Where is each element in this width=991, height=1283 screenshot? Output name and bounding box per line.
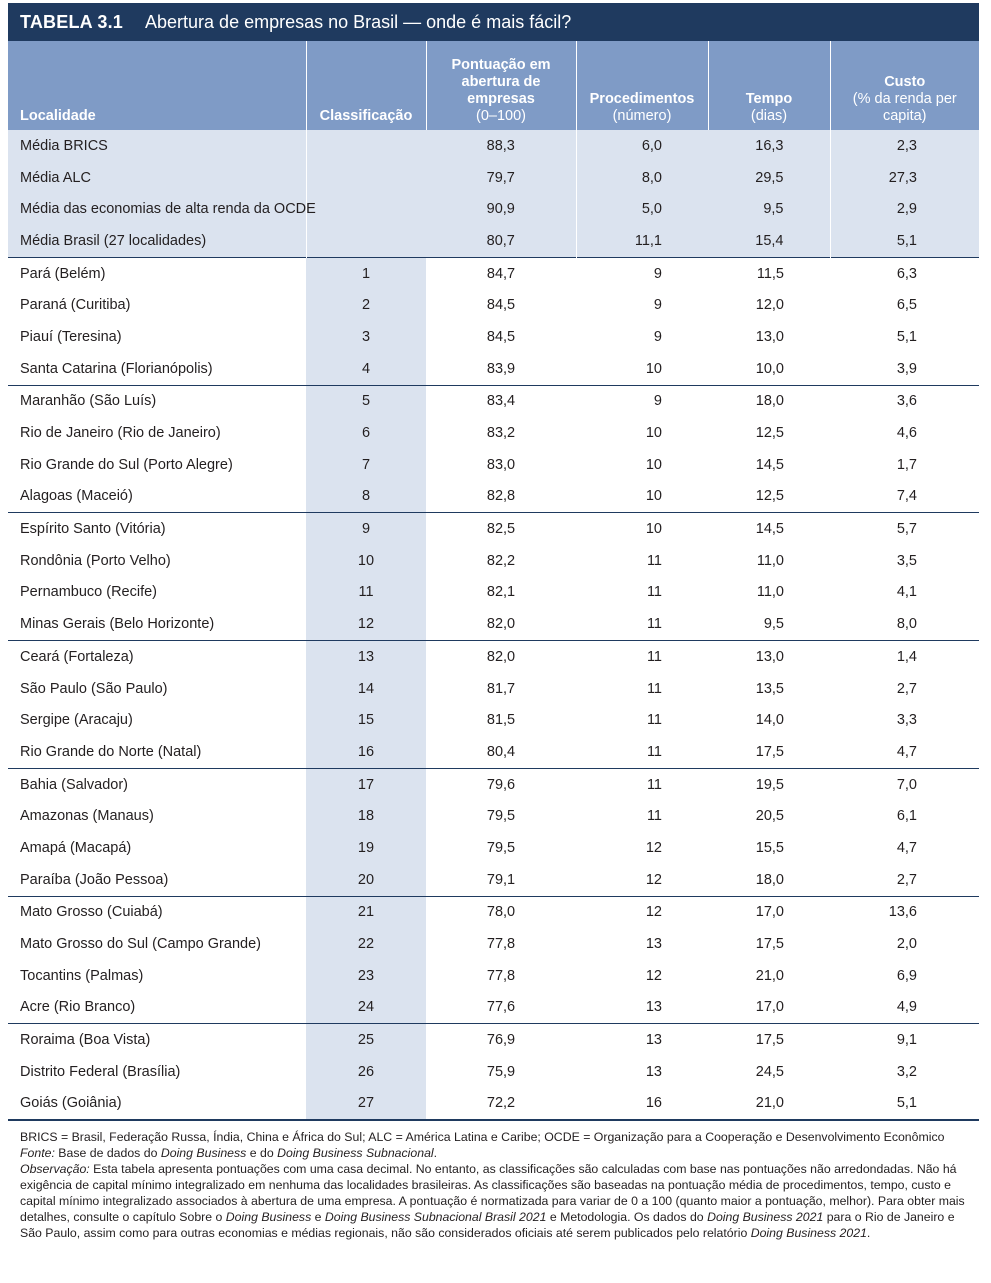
- cell-pontuacao: 77,8: [486, 936, 516, 953]
- cell-tempo: 9,5: [763, 616, 784, 633]
- cell-classificacao: 9: [306, 513, 426, 545]
- header-tempo: [708, 41, 830, 130]
- header-pontuacao-sub: (0–100): [476, 108, 526, 124]
- cell-classificacao: 27: [306, 1088, 426, 1121]
- cell-procedimentos: 9: [576, 257, 708, 289]
- cell-procedimentos: 10: [645, 456, 662, 473]
- table-row: [8, 321, 979, 353]
- cell-procedimentos: 8,0: [576, 162, 708, 194]
- table-row: [8, 1056, 979, 1088]
- cell-localidade: Pernambuco (Recife): [20, 584, 157, 601]
- table-title: Abertura de empresas no Brasil — onde é mais fácil?: [145, 11, 572, 32]
- table-row: [8, 992, 979, 1024]
- cell-tempo: 14,0: [755, 712, 784, 729]
- cell-custo: 2,7: [896, 871, 917, 888]
- cell-classificacao: 16: [306, 736, 426, 768]
- cell-tempo: 16,3: [708, 130, 830, 162]
- cell-pontuacao: 82,1: [486, 584, 516, 601]
- cell-classificacao: [306, 225, 426, 257]
- cell-localidade: Ceará (Fortaleza): [8, 641, 306, 673]
- cell-classificacao: 12: [306, 608, 426, 640]
- table-row: [8, 353, 979, 385]
- table-row: [8, 641, 979, 673]
- cell-localidade: Sergipe (Aracaju): [20, 712, 133, 729]
- table-number: TABELA 3.1: [20, 11, 124, 32]
- cell-procedimentos: 11: [576, 641, 708, 673]
- cell-custo: 3,6: [830, 385, 979, 417]
- cell-tempo: 19,5: [708, 768, 830, 800]
- cell-tempo: 14,5: [755, 456, 784, 473]
- cell-custo: 6,1: [896, 808, 917, 825]
- cell-localidade: Pará (Belém): [8, 257, 306, 289]
- header-localidade: Localidade: [8, 41, 306, 130]
- cell-tempo: 14,5: [708, 513, 830, 545]
- header-tempo-sub: (dias): [750, 108, 788, 124]
- cell-localidade: Amazonas (Manaus): [20, 808, 154, 825]
- cell-tempo: 21,0: [755, 967, 784, 984]
- average-row: [8, 193, 979, 225]
- cell-pontuacao: 82,0: [486, 616, 516, 633]
- header-row: [8, 41, 979, 130]
- cell-procedimentos: 12: [576, 896, 708, 928]
- cell-localidade: Rio Grande do Sul (Porto Alegre): [20, 456, 233, 473]
- header-classificacao: Classificação: [306, 41, 426, 130]
- cell-pontuacao: 83,2: [486, 425, 516, 442]
- average-row: [8, 225, 979, 257]
- cell-tempo: 18,0: [708, 385, 830, 417]
- table-row: [8, 417, 979, 449]
- cell-custo: 1,4: [830, 641, 979, 673]
- table-row: [8, 257, 979, 289]
- cell-custo: 4,7: [896, 743, 917, 760]
- cell-localidade: Paraná (Curitiba): [20, 297, 131, 314]
- cell-custo: 2,0: [896, 936, 917, 953]
- header-custo-sub: (% da renda per capita): [852, 91, 957, 124]
- cell-pontuacao: 81,5: [486, 712, 516, 729]
- cell-tempo: 11,5: [708, 257, 830, 289]
- cell-localidade: Distrito Federal (Brasília): [20, 1063, 181, 1080]
- cell-custo: 7,0: [830, 768, 979, 800]
- cell-procedimentos: 11,1: [576, 225, 708, 257]
- cell-custo: 6,3: [830, 257, 979, 289]
- cell-localidade: Mato Grosso do Sul (Campo Grande): [20, 936, 261, 953]
- cell-procedimentos: 12: [645, 839, 662, 856]
- cell-localidade: Média ALC: [8, 162, 306, 194]
- cell-pontuacao: 76,9: [426, 1024, 576, 1056]
- header-procedimentos: [576, 41, 708, 130]
- cell-pontuacao: 83,9: [486, 360, 516, 377]
- cell-localidade: Roraima (Boa Vista): [8, 1024, 306, 1056]
- cell-procedimentos: 11: [646, 584, 662, 601]
- cell-classificacao: 15: [306, 704, 426, 736]
- cell-classificacao: 17: [306, 768, 426, 800]
- cell-localidade: Alagoas (Maceió): [20, 488, 133, 505]
- cell-custo: 6,9: [896, 967, 917, 984]
- cell-tempo: 21,0: [708, 1088, 830, 1121]
- cell-pontuacao: 77,6: [486, 999, 516, 1016]
- cell-custo: 3,9: [896, 360, 917, 377]
- cell-pontuacao: 80,7: [426, 225, 576, 257]
- cell-procedimentos: 10: [645, 360, 662, 377]
- cell-procedimentos: 9: [653, 328, 662, 345]
- table-row: [8, 896, 979, 928]
- cell-tempo: 10,0: [755, 360, 784, 377]
- table-row: [8, 449, 979, 481]
- note-observation: Observação: Esta tabela apresenta pontuações com uma casa decimal. No entanto, as classificações são calculadas com base nas pontuações não arredondadas. Não há exigência de capital mínimo integralizado em nenhuma das localidades brasileiras. As classificações são baseadas na pontuação média de procedimentos, tempo, custo e capital mínimo integralizado associados à abertura de uma empresa. A pontuação é normatizada para variar de 0 a 100 (quanto maior a pontuação, melhor). Para obter mais detalhes, consulte o capítulo Sobre o Doing Business e Doing Business Subnacional Brasil 2021 e Metodologia. Os dados do Doing Business 2021 para o Rio de Janeiro e São Paulo, assim como para outras economias e médias regionais, não são considerados oficiais até serem publicados pelo relatório Doing Business 2021.: [20, 1162, 965, 1241]
- cell-localidade: Média Brasil (27 localidades): [8, 225, 306, 257]
- cell-custo: 2,7: [896, 680, 917, 697]
- cell-procedimentos: 11: [576, 768, 708, 800]
- cell-classificacao: 23: [306, 960, 426, 992]
- cell-tempo: 17,5: [755, 743, 784, 760]
- table-row: [8, 545, 979, 577]
- cell-tempo: 17,5: [755, 936, 784, 953]
- cell-classificacao: 25: [306, 1024, 426, 1056]
- table-row: [8, 800, 979, 832]
- cell-procedimentos: 11: [646, 552, 662, 569]
- table-row: [8, 481, 979, 513]
- cell-custo: 1,7: [896, 456, 917, 473]
- cell-localidade: Rio Grande do Norte (Natal): [20, 743, 202, 760]
- cell-classificacao: 20: [306, 864, 426, 896]
- cell-custo: 13,6: [830, 896, 979, 928]
- table-row: [8, 577, 979, 609]
- cell-tempo: 13,5: [755, 680, 784, 697]
- cell-custo: 7,4: [896, 488, 917, 505]
- table-row: [8, 768, 979, 800]
- cell-tempo: 13,0: [708, 641, 830, 673]
- cell-procedimentos: 10: [645, 425, 662, 442]
- cell-custo: 8,0: [896, 616, 917, 633]
- average-row: [8, 130, 979, 162]
- cell-classificacao: 4: [306, 353, 426, 385]
- cell-pontuacao: 72,2: [426, 1088, 576, 1121]
- cell-procedimentos: 10: [576, 513, 708, 545]
- cell-localidade: Média das economias de alta renda da OCDE: [8, 193, 306, 225]
- cell-pontuacao: 83,4: [426, 385, 576, 417]
- cell-procedimentos: 11: [646, 616, 662, 633]
- cell-custo: 3,3: [896, 712, 917, 729]
- cell-classificacao: 7: [306, 449, 426, 481]
- cell-pontuacao: 79,7: [426, 162, 576, 194]
- cell-pontuacao: 79,5: [486, 839, 516, 856]
- cell-classificacao: 1: [306, 257, 426, 289]
- table-row: [8, 736, 979, 768]
- cell-classificacao: 26: [306, 1056, 426, 1088]
- cell-classificacao: 22: [306, 928, 426, 960]
- cell-custo: 4,9: [896, 999, 917, 1016]
- cell-pontuacao: 80,4: [486, 743, 516, 760]
- cell-custo: 9,1: [830, 1024, 979, 1056]
- average-row: [8, 162, 979, 194]
- cell-localidade: Bahia (Salvador): [8, 768, 306, 800]
- cell-pontuacao: 82,2: [486, 552, 516, 569]
- cell-localidade: Minas Gerais (Belo Horizonte): [20, 616, 215, 633]
- header-pontuacao: [426, 41, 576, 130]
- cell-classificacao: 3: [306, 321, 426, 353]
- cell-tempo: 18,0: [755, 871, 784, 888]
- cell-pontuacao: 84,7: [426, 257, 576, 289]
- cell-procedimentos: 13: [576, 1024, 708, 1056]
- cell-procedimentos: 5,0: [576, 193, 708, 225]
- data-table: [8, 41, 979, 1121]
- cell-tempo: 13,0: [755, 328, 784, 345]
- cell-classificacao: 10: [306, 545, 426, 577]
- cell-procedimentos: 13: [645, 1063, 662, 1080]
- cell-pontuacao: 78,0: [426, 896, 576, 928]
- cell-localidade: Piauí (Teresina): [20, 328, 122, 345]
- cell-tempo: 29,5: [708, 162, 830, 194]
- cell-custo: 5,1: [830, 1088, 979, 1121]
- cell-tempo: 11,0: [756, 584, 784, 601]
- header-pontuacao-label: Pontuação em abertura de empresas: [451, 57, 551, 107]
- table-figure: [8, 3, 979, 1241]
- cell-localidade: Média BRICS: [8, 130, 306, 162]
- cell-tempo: 12,0: [755, 297, 784, 314]
- cell-classificacao: 2: [306, 289, 426, 321]
- cell-custo: 3,2: [896, 1063, 917, 1080]
- cell-localidade: Amapá (Macapá): [20, 839, 132, 856]
- table-row: [8, 704, 979, 736]
- cell-procedimentos: 12: [645, 871, 662, 888]
- cell-classificacao: [306, 193, 426, 225]
- cell-tempo: 17,0: [755, 999, 784, 1016]
- cell-tempo: 12,5: [755, 425, 784, 442]
- table-row: [8, 673, 979, 705]
- table-title-bar: [8, 3, 979, 41]
- table-row: [8, 864, 979, 896]
- header-tempo-label: Tempo: [745, 91, 793, 107]
- cell-localidade: Tocantins (Palmas): [20, 967, 144, 984]
- cell-custo: 5,7: [830, 513, 979, 545]
- cell-localidade: Maranhão (São Luís): [8, 385, 306, 417]
- cell-tempo: 20,5: [755, 808, 784, 825]
- note-abbreviations: BRICS = Brasil, Federação Russa, Índia, China e África do Sul; ALC = América Latina e Caribe; OCDE = Organização para a Cooperação e Desenvolvimento Econômico: [20, 1130, 945, 1145]
- cell-classificacao: [306, 162, 426, 194]
- table-row: [8, 289, 979, 321]
- cell-localidade: Rondônia (Porto Velho): [20, 552, 171, 569]
- table-row: [8, 608, 979, 640]
- cell-localidade: Santa Catarina (Florianópolis): [20, 360, 213, 377]
- cell-tempo: 9,5: [708, 193, 830, 225]
- cell-pontuacao: 84,5: [486, 297, 516, 314]
- cell-classificacao: 19: [306, 832, 426, 864]
- table-row: [8, 1088, 979, 1121]
- table-row: [8, 960, 979, 992]
- cell-custo: 27,3: [830, 162, 979, 194]
- cell-localidade: Espírito Santo (Vitória): [8, 513, 306, 545]
- cell-pontuacao: 75,9: [486, 1063, 516, 1080]
- cell-procedimentos: 9: [576, 385, 708, 417]
- cell-pontuacao: 81,7: [486, 680, 516, 697]
- table-row: [8, 1024, 979, 1056]
- cell-custo: 6,5: [896, 297, 917, 314]
- cell-pontuacao: 79,5: [486, 808, 516, 825]
- table-notes: [8, 1129, 979, 1241]
- cell-classificacao: 18: [306, 800, 426, 832]
- cell-localidade: Rio de Janeiro (Rio de Janeiro): [20, 425, 221, 442]
- cell-localidade: Acre (Rio Branco): [20, 999, 136, 1016]
- note-source: Fonte: Base de dados do Doing Business e do Doing Business Subnacional.: [20, 1146, 438, 1161]
- cell-procedimentos: 11: [646, 680, 662, 697]
- cell-custo: 4,1: [896, 584, 917, 601]
- cell-pontuacao: 88,3: [426, 130, 576, 162]
- cell-pontuacao: 79,1: [486, 871, 516, 888]
- cell-localidade: São Paulo (São Paulo): [20, 680, 168, 697]
- cell-pontuacao: 82,8: [486, 488, 516, 505]
- cell-custo: 2,9: [830, 193, 979, 225]
- cell-tempo: 24,5: [755, 1063, 784, 1080]
- cell-classificacao: 24: [306, 992, 426, 1024]
- header-procedimentos-label: Procedimentos: [589, 91, 695, 107]
- cell-localidade: Paraíba (João Pessoa): [20, 871, 169, 888]
- cell-procedimentos: 16: [576, 1088, 708, 1121]
- cell-tempo: 12,5: [755, 488, 784, 505]
- table-row: [8, 513, 979, 545]
- cell-classificacao: 8: [306, 481, 426, 513]
- cell-pontuacao: 79,6: [426, 768, 576, 800]
- cell-pontuacao: 83,0: [486, 456, 516, 473]
- cell-classificacao: 6: [306, 417, 426, 449]
- table-row: [8, 385, 979, 417]
- cell-procedimentos: 11: [646, 712, 662, 729]
- cell-procedimentos: 9: [653, 297, 662, 314]
- cell-procedimentos: 11: [646, 743, 662, 760]
- header-procedimentos-sub: (número): [612, 108, 672, 124]
- header-custo-label: Custo: [884, 74, 926, 90]
- cell-tempo: 15,5: [755, 839, 784, 856]
- cell-localidade: Goiás (Goiânia): [8, 1088, 306, 1121]
- header-custo: [830, 41, 979, 130]
- cell-tempo: 11,0: [756, 552, 784, 569]
- cell-custo: 4,6: [896, 425, 917, 442]
- cell-classificacao: 5: [306, 385, 426, 417]
- cell-custo: 2,3: [830, 130, 979, 162]
- cell-classificacao: 21: [306, 896, 426, 928]
- cell-custo: 3,5: [896, 552, 917, 569]
- cell-procedimentos: 13: [645, 999, 662, 1016]
- cell-pontuacao: 77,8: [486, 967, 516, 984]
- cell-procedimentos: 12: [645, 967, 662, 984]
- cell-procedimentos: 6,0: [576, 130, 708, 162]
- table-body: [8, 130, 979, 1120]
- cell-localidade: Mato Grosso (Cuiabá): [8, 896, 306, 928]
- cell-custo: 5,1: [830, 225, 979, 257]
- cell-procedimentos: 13: [645, 936, 662, 953]
- cell-custo: 5,1: [896, 328, 917, 345]
- cell-custo: 4,7: [896, 839, 917, 856]
- table-row: [8, 928, 979, 960]
- cell-classificacao: [306, 130, 426, 162]
- cell-classificacao: 13: [306, 641, 426, 673]
- cell-classificacao: 14: [306, 673, 426, 705]
- cell-tempo: 17,5: [708, 1024, 830, 1056]
- table-row: [8, 832, 979, 864]
- cell-classificacao: 11: [306, 577, 426, 609]
- cell-procedimentos: 10: [645, 488, 662, 505]
- cell-procedimentos: 11: [646, 808, 662, 825]
- cell-tempo: 17,0: [708, 896, 830, 928]
- cell-pontuacao: 82,5: [426, 513, 576, 545]
- cell-tempo: 15,4: [708, 225, 830, 257]
- cell-pontuacao: 90,9: [426, 193, 576, 225]
- cell-pontuacao: 84,5: [486, 328, 516, 345]
- cell-pontuacao: 82,0: [426, 641, 576, 673]
